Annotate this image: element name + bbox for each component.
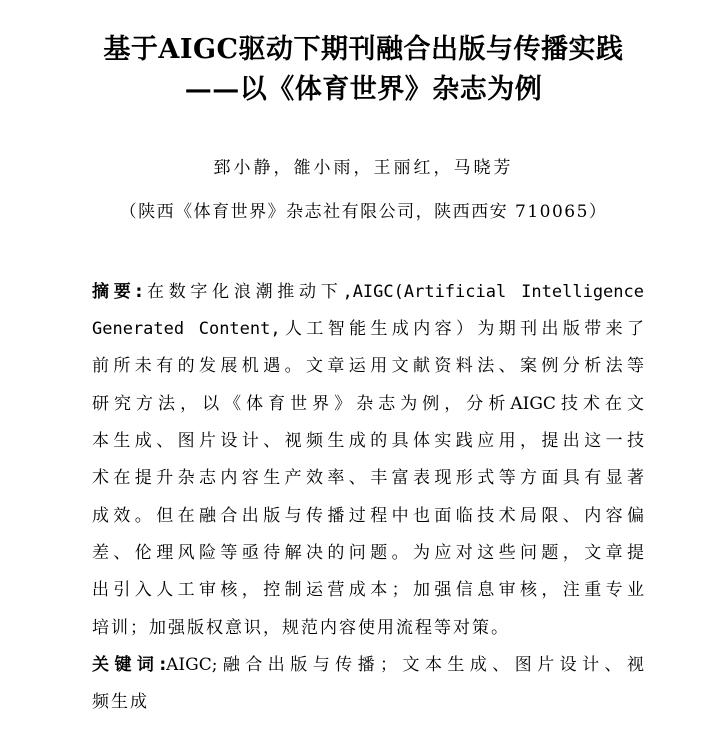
keywords-line-1 — [92, 653, 644, 677]
abstract-line-2: Generated Content,人工智能生成内容）为期刊出版带来了 — [92, 319, 644, 339]
abstract-text: 在数字化浪潮推动下,AIGC(Artificial Intelligence — [142, 282, 644, 302]
affiliation: （陕西《体育世界》杂志社有限公司，陕西西安 710065） — [119, 202, 608, 222]
paper-title-line-2: ——以《体育世界》杂志为例 — [184, 74, 543, 105]
abstract-line-5: 本生成、图片设计、视频生成的具体实践应用，提出这一技 — [92, 431, 644, 451]
keywords-label: 关键词: — [92, 655, 167, 675]
author-list: 郅小静，雒小雨，王丽红，马晓芳 — [213, 158, 514, 178]
abstract-label: 摘要: — [92, 282, 143, 302]
paper-title-line-1: 基于AIGC驱动下期刊融合出版与传播实践 — [103, 34, 624, 65]
abstract-line-8: 差、伦理风险等亟待解决的问题。为应对这些问题，文章提 — [92, 543, 644, 563]
abstract-line-3: 前所未有的发展机遇。文章运用文献资料法、案例分析法等 — [92, 356, 644, 376]
abstract-line-6: 术在提升杂志内容生产效率、丰富表现形式等方面具有显著 — [92, 468, 644, 488]
keywords-text: AIGC;融合出版与传播；文本生成、图片设计、视 — [166, 655, 644, 675]
abstract-line-9: 出引入人工审核，控制运营成本；加强信息审核，注重专业 — [92, 580, 644, 600]
abstract-line-7: 成效。但在融合出版与传播过程中也面临技术局限、内容偏 — [92, 506, 644, 526]
keywords-line-2: 频生成 — [92, 692, 149, 712]
abstract-line-10: 培训；加强版权意识，规范内容使用流程等对策。 — [92, 618, 510, 638]
abstract-line-4: 研究方法，以《体育世界》杂志为例，分析AIGC技术在文 — [92, 394, 644, 414]
abstract-line-1 — [92, 280, 644, 304]
